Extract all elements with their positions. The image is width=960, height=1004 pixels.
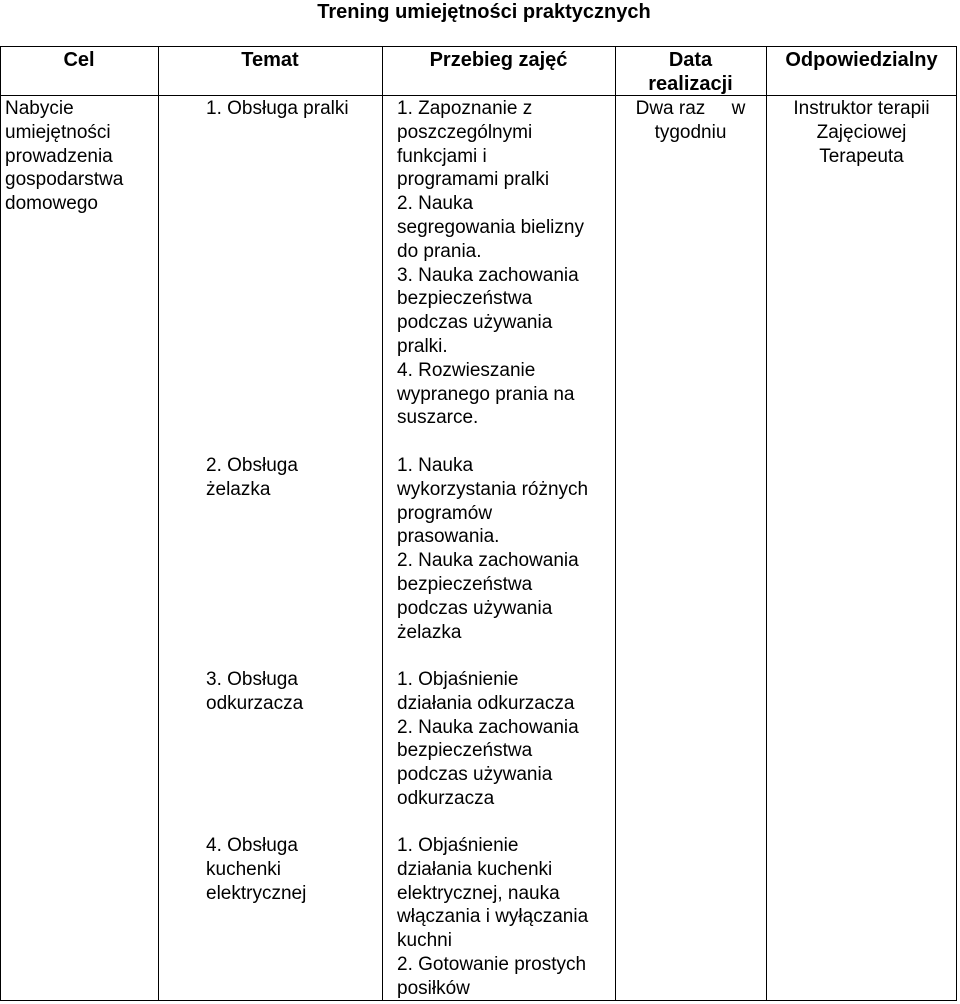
cell-cel: Nabycie umiejętności prowadzenia gospodarstwa domowego bbox=[5, 98, 124, 215]
column-divider bbox=[158, 46, 159, 1001]
column-header-data-realizacji: Data realizacji bbox=[648, 49, 733, 95]
column-divider bbox=[615, 46, 616, 1001]
cell-przebieg-4: 1. Objaśnienie działania kuchenki elektrycznej, nauka włączania i wyłączania kuchni 2. Gotowanie prostych posiłków bbox=[397, 835, 589, 999]
column-header-przebieg: Przebieg zajęć bbox=[429, 49, 568, 71]
column-divider bbox=[766, 46, 767, 1001]
cell-temat-2: 2. Obsługa żelazka bbox=[206, 455, 298, 500]
cell-temat-3: 3. Obsługa odkurzacza bbox=[206, 669, 304, 714]
cell-data-realizacji: Dwa raz w tygodniu bbox=[635, 98, 746, 143]
cell-przebieg-1: 1. Zapoznanie z poszczególnymi funkcjami i programami pralki 2. Nauka segregowania bielizny do prania. 3. Nauka zachowania bezpieczeństwa podczas używania pralki. 4. Rozwieszanie wypranego prania na suszarce. bbox=[397, 98, 584, 429]
document-title: Trening umiejętności praktycznych bbox=[317, 1, 651, 23]
header-divider bbox=[0, 95, 957, 96]
cell-temat-4: 4. Obsługa kuchenki elektrycznej bbox=[206, 835, 307, 904]
cell-temat-1: 1. Obsługa pralki bbox=[206, 98, 349, 119]
column-header-odpowiedzialny: Odpowiedzialny bbox=[785, 49, 938, 71]
column-divider bbox=[382, 46, 383, 1001]
column-header-cel: Cel bbox=[63, 49, 95, 71]
column-header-temat: Temat bbox=[241, 49, 299, 71]
cell-przebieg-2: 1. Nauka wykorzystania różnych programów prasowania. 2. Nauka zachowania bezpieczeństwa podczas używania żelazka bbox=[397, 455, 589, 643]
cell-odpowiedzialny: Instruktor terapii Zajęciowej Terapeuta bbox=[793, 98, 930, 167]
cell-przebieg-3: 1. Objaśnienie działania odkurzacza 2. Nauka zachowania bezpieczeństwa podczas używania odkurzacza bbox=[397, 669, 579, 809]
